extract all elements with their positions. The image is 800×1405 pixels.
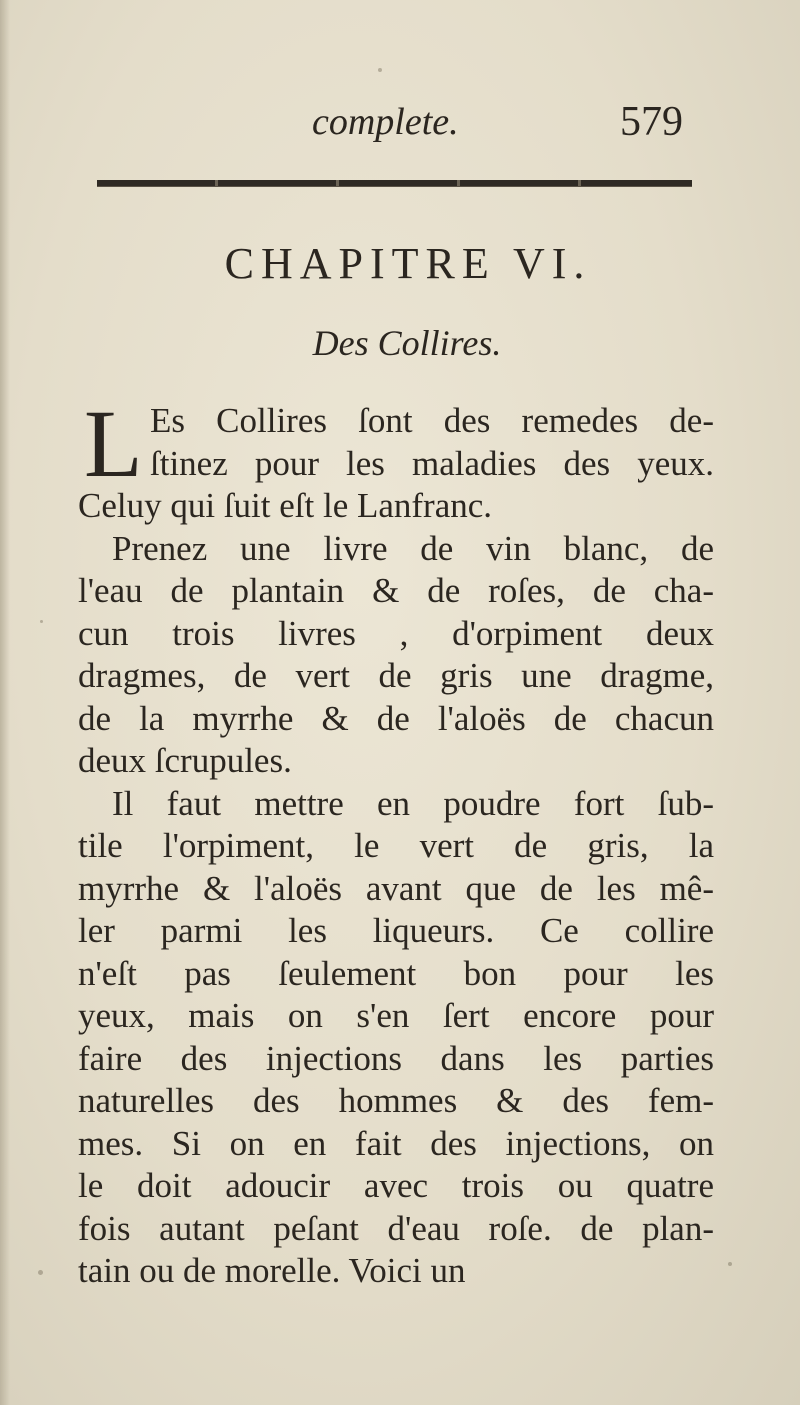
text-line: le doit adoucir avec trois ou quatre xyxy=(78,1166,714,1205)
paper-fleck xyxy=(728,1262,732,1266)
text-line: tile l'orpiment, le vert de gris, la xyxy=(78,826,714,865)
chapter-title: CHAPITRE VI. xyxy=(224,239,592,288)
page-number: 579 xyxy=(620,99,683,145)
paragraph-3 xyxy=(78,783,714,1293)
running-title: complete. xyxy=(312,101,459,143)
paper-fleck xyxy=(40,620,43,623)
text-line: l'eau de plantain & de roſes, de cha- xyxy=(78,571,714,610)
text-line: mes. Si on en fait des injections, on xyxy=(78,1123,714,1163)
paragraph-2 xyxy=(78,528,714,783)
text-line: tain ou de morelle. Voici un xyxy=(78,1251,466,1290)
drop-cap: L xyxy=(84,390,143,497)
drop-cap-block xyxy=(78,390,714,497)
text-line: cun trois livres , d'orpiment deux xyxy=(78,613,714,653)
paper-fleck xyxy=(38,1270,43,1275)
text-line: Prenez une livre de vin blanc, de xyxy=(112,528,714,568)
text-line: Il faut mettre en poudre fort ſub- xyxy=(112,783,714,823)
paragraph-1 xyxy=(78,390,714,528)
page-gutter-shadow xyxy=(0,0,10,1405)
text-line: Celuy qui ſuit eſt le Lanfranc. xyxy=(78,486,493,525)
text-line: ſtinez pour les maladies des yeux. xyxy=(150,443,714,483)
text-line: fois autant peſant d'eau roſe. de plan- xyxy=(78,1208,714,1248)
text-line: myrrhe & l'aloës avant que de les mê- xyxy=(78,868,714,908)
text-line: Es Collires ſont des remedes de- xyxy=(150,401,714,440)
chapter-subtitle: Des Collires. xyxy=(312,323,502,363)
text-line: de la myrrhe & de l'aloës de chacun xyxy=(78,698,714,738)
header-rule xyxy=(97,180,692,187)
running-head xyxy=(0,100,800,160)
paper-fleck xyxy=(378,68,382,72)
text-line: deux ſcrupules. xyxy=(78,741,292,780)
text-line: faire des injections dans les parties xyxy=(78,1038,714,1078)
body-text xyxy=(78,390,714,1293)
text-line: naturelles des hommes & des fem- xyxy=(78,1081,714,1120)
text-line: dragmes, de vert de gris une dragme, xyxy=(78,656,714,695)
text-line: yeux, mais on s'en ſert encore pour xyxy=(78,996,714,1035)
text-line: n'eſt pas ſeulement bon pour les xyxy=(78,953,714,993)
text-line: ler parmi les liqueurs. Ce collire xyxy=(78,911,714,950)
